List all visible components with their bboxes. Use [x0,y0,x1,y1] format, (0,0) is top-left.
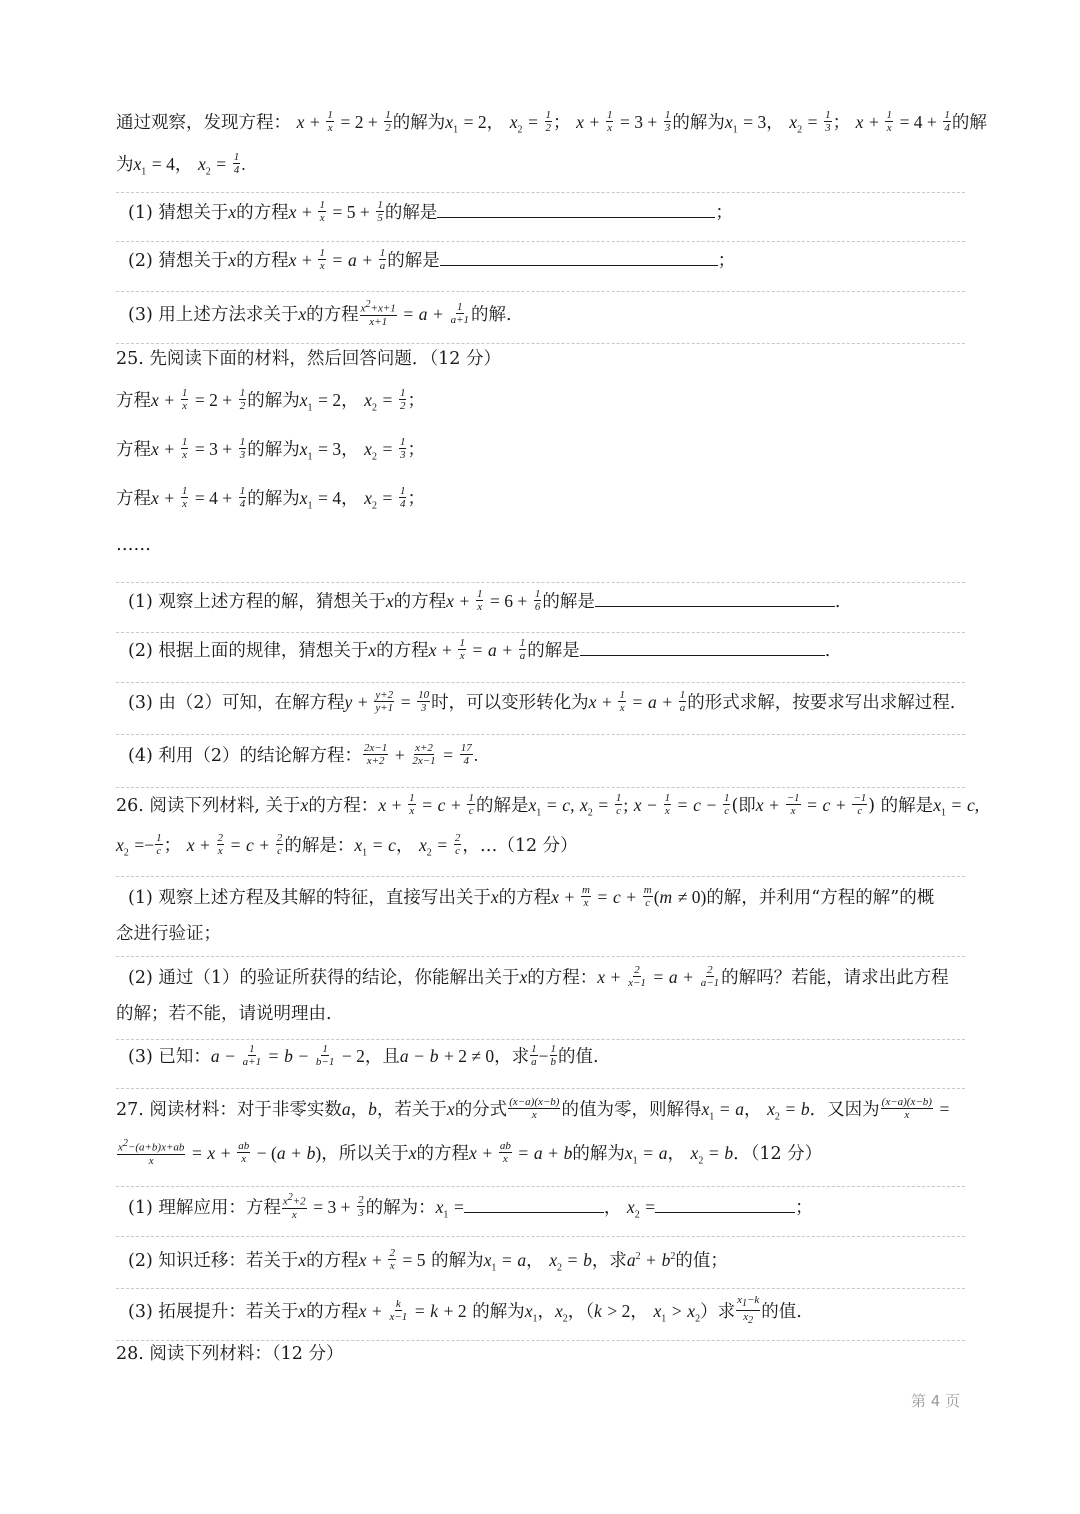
divider [116,787,965,788]
q25-title: 25. 先阅读下面的材料，然后回答问题．（12 分） [116,349,501,369]
divider [116,734,965,735]
answer-blank-x2[interactable] [655,1196,795,1213]
divider [116,1236,965,1237]
q25-part-4: (4) 利用（2）的结论解方程： $\frac{2x-1}{x+2}$ + $\frac{x+2}{2x-1}$ = $\frac{17}{4}$ . [128,742,479,767]
q26-line-2: $x_2$ =− $\frac{1}{c}$ ； x + $\frac{2}{x}$ = c + $\frac{2}{c}$ 的解是：$x_1 = c$， $x_2$ = $\frac{2}{c}$ ，…（12 分） [116,832,578,859]
q25-equation-2: 方程x + $\frac{1}{x}$ = 3 + $\frac{1}{3}$ 的解为$x_1 = 3$， $x_2$ = $\frac{1}{3}$ ； [116,436,425,463]
divider [116,343,965,344]
divider [116,632,965,633]
q25-ellipsis: …… [116,535,151,555]
q24-part-2: (2) 猜想关于x的方程x + $\frac{1}{x}$ = a + $\frac{1}{a}$ 的解是 ； [128,247,736,272]
q25-part-2: (2) 根据上面的规律，猜想关于x的方程x + $\frac{1}{x}$ = a + $\frac{1}{a}$ 的解是 . [128,637,831,662]
q26-part-1-cont: 念进行验证； [116,924,221,944]
divider [116,192,965,193]
divider [116,1088,965,1089]
q27-part-1: (1) 理解应用：方程 $\frac{x^2+2}{x}$ = 3 + $\frac{2}{3}$ 的解为：$x_1$ = ， $x_2$ = ； [128,1192,813,1221]
divider [116,1288,965,1289]
q24-part-1: (1) 猜想关于x的方程x + $\frac{1}{x}$ = 5 + $\frac{1}{5}$ 的解是 ； [128,199,733,224]
divider [116,1039,965,1040]
divider [116,956,965,957]
q27-part-3: (3) 拓展提升：若关于x的方程x + $\frac{k}{x-1}$ = k + 2 的解为$x_1$，$x_2$，（k > 2， $x_1 > x_2$）求 $\frac{x_1-k}{x_2}$ 的值. [128,1294,802,1327]
q27-line-1: 27. 阅读材料：对于非零实数a，b，若关于x的分式 $\frac{(x-a)(x-b)}{x}$ 的值为零，则解得$x_1 = a$， $x_2 = b$．又因为 $\frac{(x-a)(x-b)}{x}$ = [116,1096,950,1123]
answer-blank[interactable] [437,201,715,218]
q27-line-2: $\frac{x^2-(a+b)x+ab}{x}$ = x + $\frac{ab}{x}$ − (a + b)，所以关于x的方程x + $\frac{ab}{x}$ = a + b的解为$x_1 = a$， $x_2 = b$．（12 分） [118,1138,823,1167]
q28-title: 28. 阅读下列材料：（12 分） [116,1344,344,1364]
divider [116,582,965,583]
answer-blank[interactable] [580,639,825,656]
divider [116,876,965,877]
divider [116,241,965,242]
q25-part-1: (1) 观察上述方程的解，猜想关于x的方程x + $\frac{1}{x}$ = 6 + $\frac{1}{6}$ 的解是 . [128,588,841,613]
q26-part-2-cont: 的解；若不能，请说明理由. [116,1004,332,1024]
q25-equation-3: 方程x + $\frac{1}{x}$ = 4 + $\frac{1}{4}$ 的解为$x_1 = 4$， $x_2$ = $\frac{1}{4}$ ； [116,485,425,512]
q24-part-3: (3) 用上述方法求关于x的方程 $\frac{x^2+x+1}{x+1}$ = a + $\frac{1}{a+1}$ 的解. [128,299,512,328]
divider [116,682,965,683]
q26-part-3: (3) 已知：a − $\frac{1}{a+1}$ = b − $\frac{1}{b-1}$ − 2，且a − b + 2 ≠ 0，求 $\frac{1}{a}$ − $\frac{1}{b}$ 的值. [128,1043,599,1068]
q26-part-1: (1) 观察上述方程及其解的特征，直接写出关于x的方程x + $\frac{m}{x}$ = c + $\frac{m}{c}$ (m ≠ 0)的解，并利用“方程的解”的概 [128,884,935,909]
intro-line-2: 为$x_1 = 4$， $x_2$ = $\frac{1}{4}$ . [116,151,246,178]
q25-equation-1: 方程x + $\frac{1}{x}$ = 2 + $\frac{1}{2}$ 的解为$x_1 = 2$， $x_2$ = $\frac{1}{2}$ ； [116,387,425,414]
divider [116,1340,965,1341]
divider [116,1186,965,1187]
q26-line-1: 26. 阅读下列材料, 关于x的方程：x + $\frac{1}{x}$ = c + $\frac{1}{c}$ 的解是$x_1 = c$, $x_2$ = $\frac{1}{c}$ ; x − $\frac{1}{x}$ = c − $\frac{1}{c}$ (即x + $\frac{-1}{x}$ = c + $\frac{-1}{c}$ ) 的解是$x_1 = c$, [116,792,980,819]
intro-line-1: 通过观察，发现方程： x + $\frac{1}{x}$ = 2 + $\frac{1}{2}$ 的解为$x_1 = 2$， $x_2$ = $\frac{1}{2}$ ； x + $\frac{1}{x}$ = 3 + $\frac{1}{3}$ 的解为$x_1 = 3$， $x_2$ = $\frac{1}{3}$ ； x + $\frac{1}{x}$ = 4 + $\frac{1}{4}$ 的解 [116,109,987,136]
q26-part-2: (2) 通过（1）的验证所获得的结论，你能解出关于x的方程：x + $\frac{2}{x-1}$ = a + $\frac{2}{a-1}$ 的解吗？若能，请求出此方程 [128,964,949,989]
answer-blank[interactable] [440,249,718,266]
page-number: 第 4 页 [911,1392,961,1410]
divider [116,291,965,292]
q25-part-3: (3) 由（2）可知，在解方程y + $\frac{y+2}{y+1}$ = $\frac{10}{3}$ 时，可以变形转化为x + $\frac{1}{x}$ = a + $\frac{1}{a}$ 的形式求解，按要求写出求解过程. [128,689,956,714]
q27-part-2: (2) 知识迁移：若关于x的方程x + $\frac{2}{x}$ = 5 的解为$x_1 = a$， $x_2 = b$，求$a^2 + b^2$的值； [128,1246,728,1274]
answer-blank-x1[interactable] [464,1196,604,1213]
answer-blank[interactable] [595,590,835,607]
